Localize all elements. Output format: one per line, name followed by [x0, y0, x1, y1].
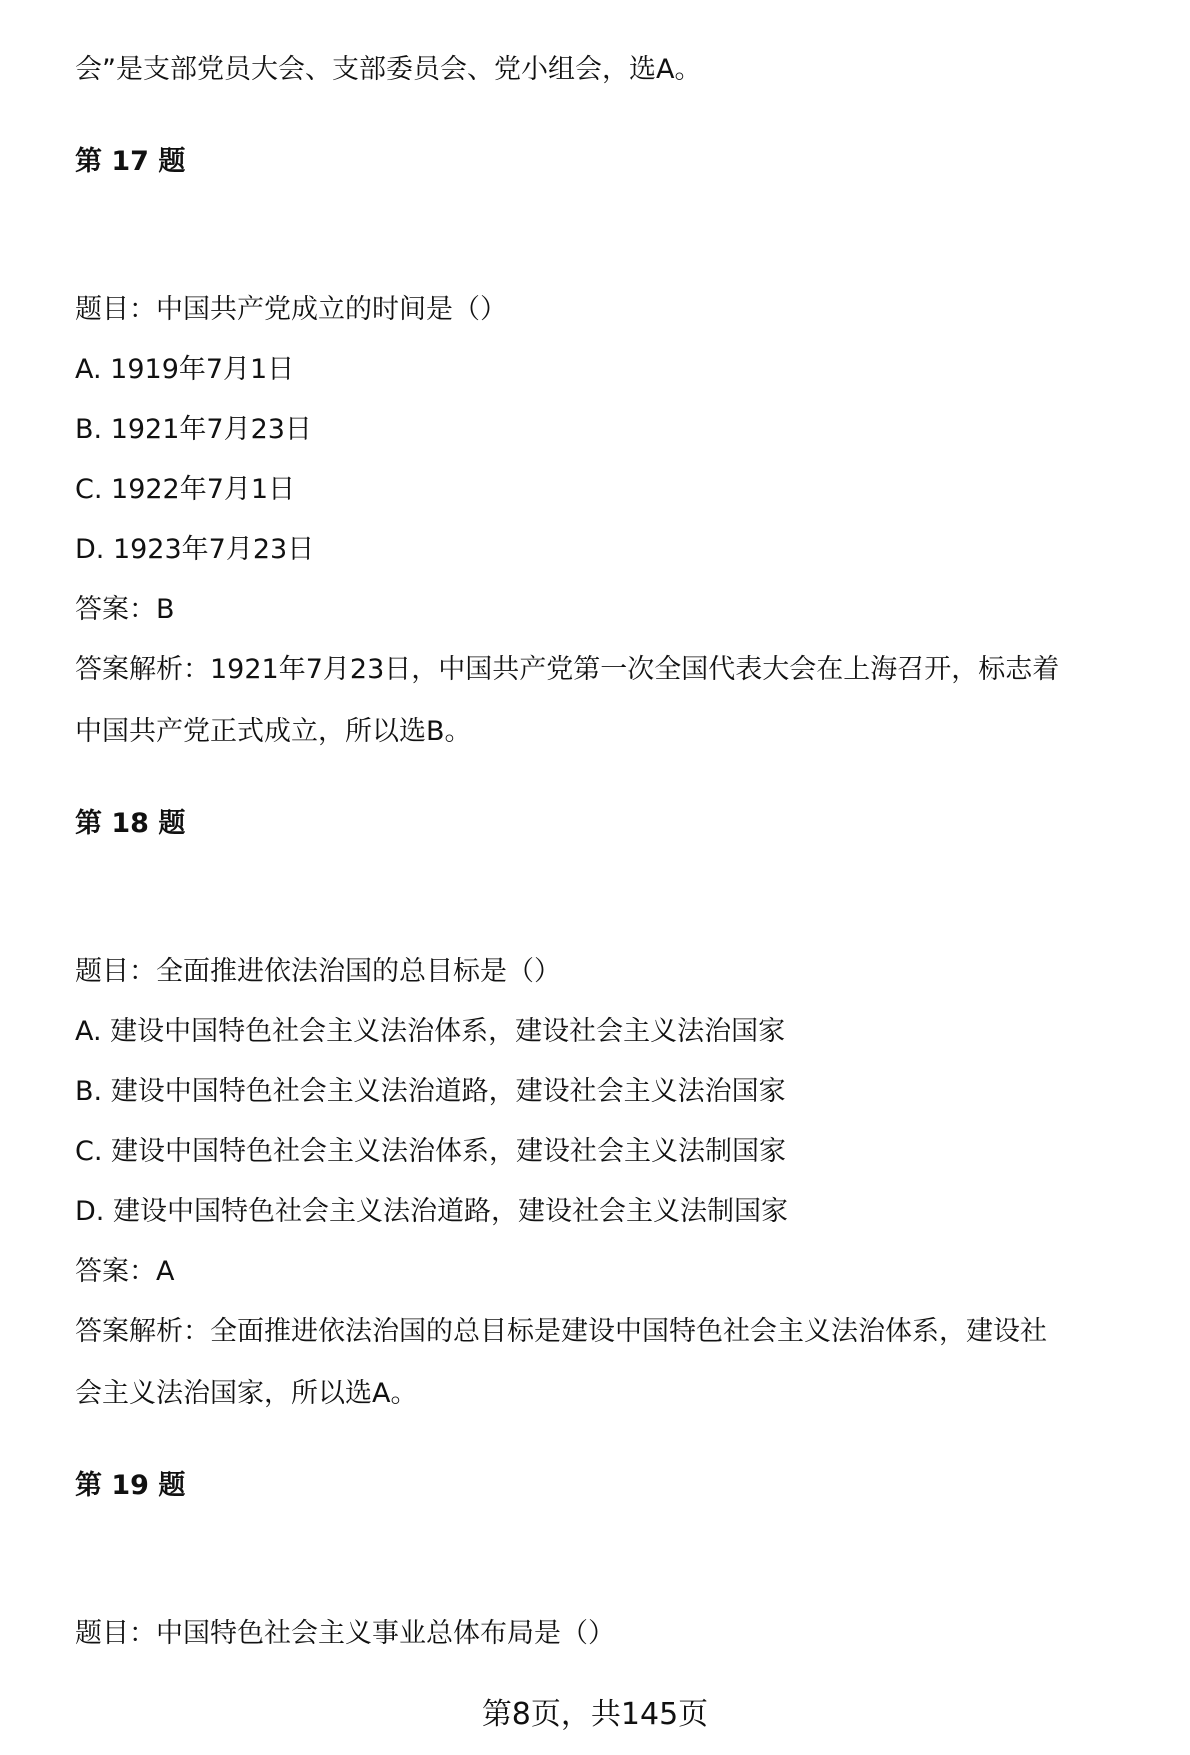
question-17-option-c: C. 1922年7月1日	[75, 474, 296, 505]
question-18-heading: 第 18 题	[75, 808, 186, 839]
question-17-option-d: D. 1923年7月23日	[75, 534, 315, 565]
question-17-option-a: A. 1919年7月1日	[75, 354, 295, 385]
question-19-text: 题目：中国特色社会主义事业总体布局是（）	[75, 1618, 615, 1649]
question-18-analysis-line-1: 答案解析：全面推进依法治国的总目标是建设中国特色社会主义法治体系，建设社	[75, 1316, 1047, 1347]
question-17-analysis-line-2: 中国共产党正式成立，所以选B。	[75, 716, 472, 747]
question-18-text: 题目：全面推进依法治国的总目标是（）	[75, 956, 561, 987]
question-18-option-c: C. 建设中国特色社会主义法治体系，建设社会主义法制国家	[75, 1136, 787, 1167]
page-number-footer: 第8页，共145页	[481, 1697, 709, 1732]
question-17-text: 题目：中国共产党成立的时间是（）	[75, 294, 507, 325]
question-18-option-b: B. 建设中国特色社会主义法治道路，建设社会主义法治国家	[75, 1076, 786, 1107]
question-18-option-a: A. 建设中国特色社会主义法治体系，建设社会主义法治国家	[75, 1016, 786, 1047]
question-17-option-b: B. 1921年7月23日	[75, 414, 312, 445]
question-17-heading: 第 17 题	[75, 146, 186, 177]
question-18-analysis-line-2: 会主义法治国家，所以选A。	[75, 1378, 418, 1409]
question-17-analysis-line-1: 答案解析：1921年7月23日，中国共产党第一次全国代表大会在上海召开，标志着	[75, 654, 1060, 685]
question-19-heading: 第 19 题	[75, 1470, 186, 1501]
question-18-option-d: D. 建设中国特色社会主义法治道路，建设社会主义法制国家	[75, 1196, 788, 1227]
previous-analysis-continuation: 会”是支部党员大会、支部委员会、党小组会，选A。	[75, 54, 702, 85]
question-17-answer: 答案：B	[75, 594, 175, 625]
question-18-answer: 答案：A	[75, 1256, 175, 1287]
